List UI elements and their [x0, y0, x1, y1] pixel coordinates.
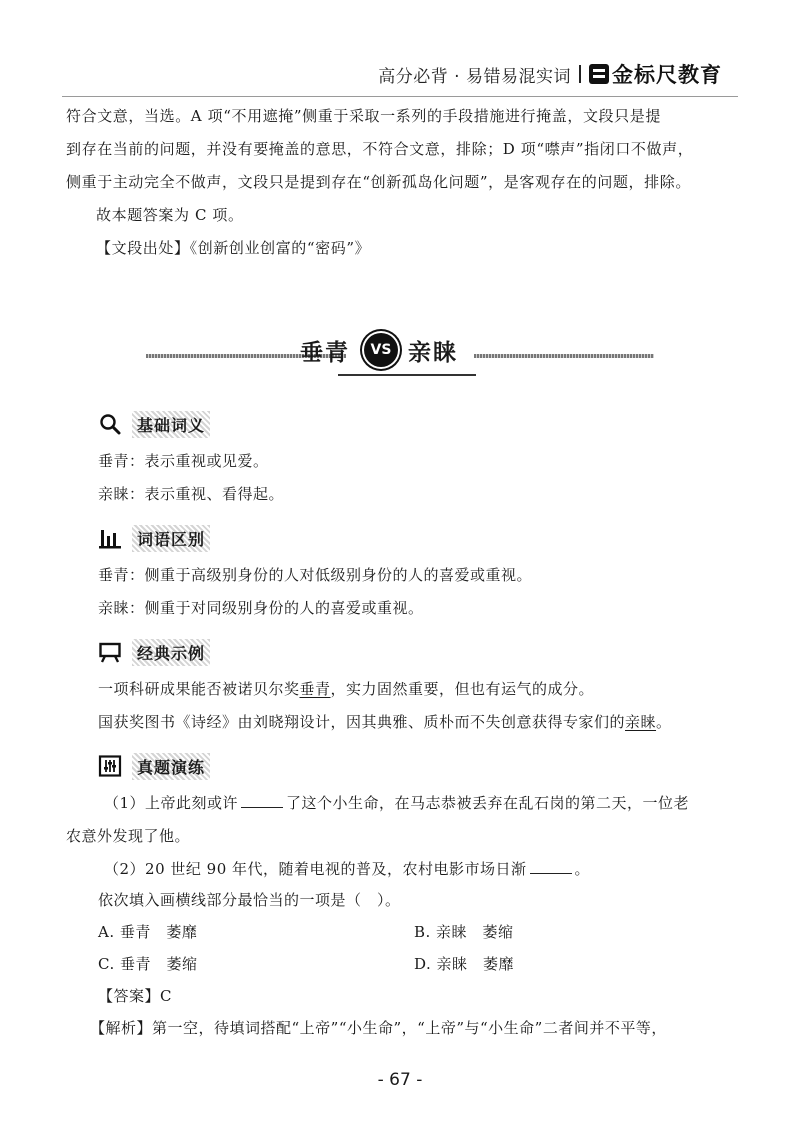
example-sentence-1: 一项科研成果能否被诺贝尔奖垂青，实力固然重要，但也有运气的成分。 — [98, 680, 595, 698]
answer-conclusion: 故本题答案为 C 项。 — [96, 206, 244, 224]
header-divider — [579, 65, 581, 83]
section-diff-heading — [98, 525, 210, 551]
section-diff-title: 词语区别 — [132, 525, 210, 552]
section-examples-title: 经典示例 — [132, 639, 210, 666]
running-header — [378, 58, 722, 90]
option-d: D. 亲睐 萎靡 — [414, 955, 515, 973]
series-title: 高分必背 · 易错易混实词 — [378, 66, 571, 87]
section-basic-title: 基础词义 — [132, 411, 210, 438]
option-a: A. 垂青 萎靡 — [98, 923, 198, 941]
example-keyword-1: 垂青 — [299, 680, 331, 698]
option-b: B. 亲睐 萎缩 — [414, 923, 514, 941]
vs-badge-icon: VS — [364, 333, 398, 367]
section-examples-heading — [98, 639, 210, 665]
basic-definition-1: 垂青：表示重视或见爱。 — [98, 452, 269, 470]
source-citation: 【文段出处】《创新创业创富的“密码”》 — [96, 239, 371, 257]
banner-word-2: 亲睐 — [408, 339, 458, 366]
intro-line-1: 符合文意，当选。A 项“不用遮掩”侧重于采取一系列的手段措施进行掩盖，文段只是提 — [66, 107, 661, 125]
easel-icon — [98, 640, 122, 664]
equalizer-icon — [98, 754, 122, 778]
answer-blank-1 — [241, 793, 283, 808]
diff-line-1: 垂青：侧重于高级别身份的人对低级别身份的人的喜爱或重视。 — [98, 566, 533, 584]
brand-name: 金标尺教育 — [612, 63, 722, 87]
brand-logo — [589, 59, 722, 89]
question-prompt: 依次填入画横线部分最恰当的一项是（ ）。 — [98, 891, 401, 909]
question-1-line-1: （1）上帝此刻或许 了这个小生命，在马志恭被丢弃在乱石岗的第二天，一位老 — [104, 794, 690, 812]
header-rule — [62, 96, 738, 97]
bar-chart-icon — [98, 526, 122, 550]
diff-line-2: 亲睐：侧重于对同级别身份的人的喜爱或重视。 — [98, 599, 424, 617]
option-c: C. 垂青 萎缩 — [98, 955, 198, 973]
section-practice-heading — [98, 753, 210, 779]
logo-mark-icon — [589, 64, 609, 84]
intro-line-3: 侧重于主动完全不做声，文段只是提到存在“创新孤岛化问题”，是客观存在的问题，排除。 — [66, 173, 691, 191]
answer-line: 【答案】C — [98, 987, 172, 1005]
magnifier-icon — [98, 412, 122, 436]
section-practice-title: 真题演练 — [132, 753, 210, 780]
page-number: - 67 - — [377, 1070, 423, 1090]
section-basic-heading — [98, 411, 210, 437]
basic-definition-2: 亲睐：表示重视、看得起。 — [98, 485, 285, 503]
banner-word-1: 垂青 — [300, 339, 350, 366]
question-1-line-2: 农意外发现了他。 — [66, 827, 191, 845]
banner-rule-right — [474, 354, 654, 358]
example-sentence-2: 国获奖图书《诗经》由刘晓翔设计，因其典雅、质朴而不失创意获得专家们的亲睐。 — [98, 713, 672, 731]
analysis-line: 【解析】第一空，待填词搭配“上帝”“小生命”，“上帝”与“小生命”二者间并不平等， — [90, 1019, 667, 1037]
answer-blank-2 — [530, 859, 572, 874]
example-keyword-2: 亲睐 — [625, 713, 657, 731]
question-2: （2）20 世纪 90 年代，随着电视的普及，农村电影市场日渐 。 — [104, 860, 591, 878]
intro-line-2: 到存在当前的问题，并没有要掩盖的意思，不符合文意，排除；D 项“噤声”指闭口不做声， — [66, 140, 694, 158]
comparison-banner — [140, 326, 660, 382]
